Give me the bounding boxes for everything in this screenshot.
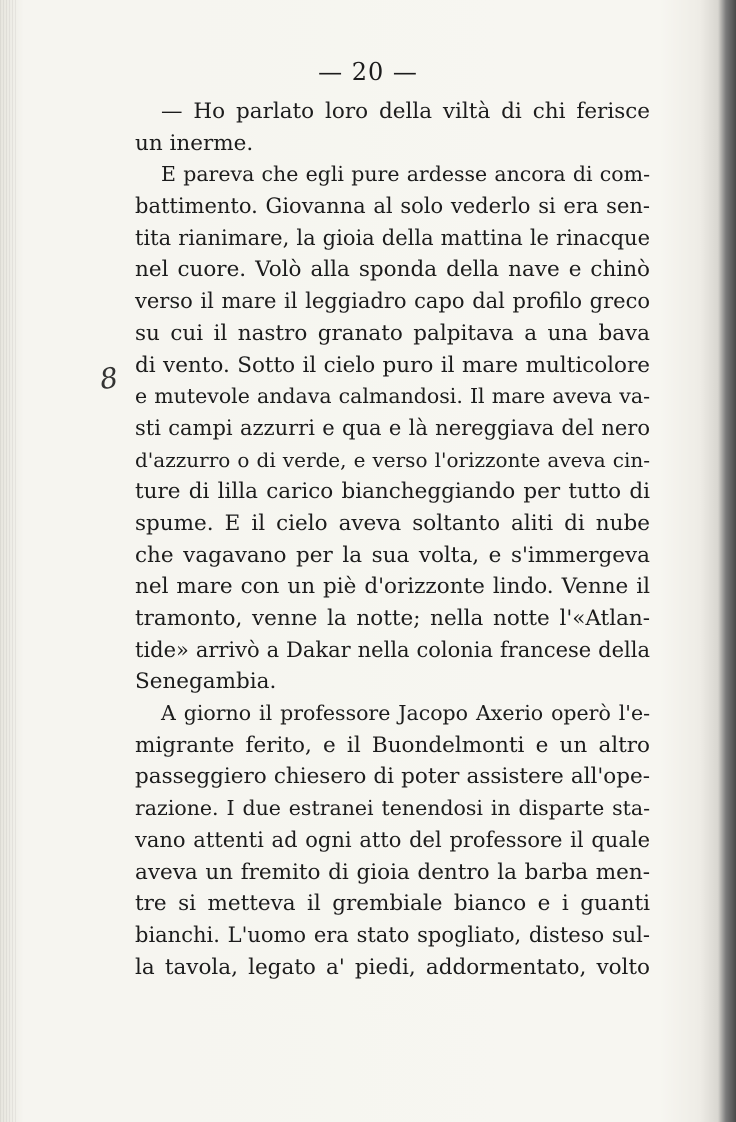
text-line: passeggiero chiesero di poter assistere all'ope- [135, 764, 650, 790]
text-line: tide» arrivò a Dakar nella colonia francese della [135, 637, 650, 662]
text-line: battimento. Giovanna al solo vederlo si era sen- [135, 194, 650, 219]
page-binding-edge [0, 0, 18, 1122]
body-text [135, 96, 650, 983]
text-line: Senegambia. [135, 669, 277, 695]
text-line: su cui il nastro granato palpitava a una bava [135, 320, 650, 346]
text-line: tita rianimare, la gioia della mattina le rinacque [135, 225, 650, 250]
text-line: — Ho parlato loro della viltà di chi ferisce [161, 99, 650, 124]
page-number: — 20 — [318, 58, 418, 86]
text-line: ture di lilla carico biancheggiando per tutto di [135, 479, 650, 505]
text-line: E pareva che egli pure ardesse ancora di com- [161, 162, 650, 187]
text-line: spume. E il cielo aveva soltanto aliti di nube [135, 510, 650, 536]
text-line: sti campi azzurri e qua e là nereggiava del nero [135, 415, 650, 440]
text-line: la tavola, legato a' piedi, addormentato, volto [135, 954, 650, 980]
text-line: bianchi. L'uomo era stato spogliato, disteso sul- [135, 922, 650, 947]
text-line: aveva un fremito di gioia dentro la barba men- [135, 859, 650, 885]
text-line: e mutevole andava calmandosi. Il mare aveva va- [135, 384, 650, 409]
text-line: un inerme. [135, 130, 254, 156]
text-line: tramonto, venne la notte; nella notte l'«Atlan- [135, 606, 650, 631]
text-line: che vagavano per la sua volta, e s'immergeva [135, 542, 650, 568]
text-line: migrante ferito, e il Buondelmonti e un altro [135, 732, 650, 758]
text-line: tre si metteva il grembiale bianco e i guanti [135, 891, 650, 917]
text-line: razione. I due estranei tenendosi in disparte sta- [135, 796, 650, 821]
text-line: nel cuore. Volò alla sponda della nave e chinò [135, 257, 650, 283]
text-line: verso il mare il leggiadro capo dal profilo greco [135, 289, 650, 314]
text-line: vano attenti ad ogni atto del professore il quale [135, 827, 650, 852]
text-line: di vento. Sotto il cielo puro il mare multicolore [135, 352, 650, 378]
text-line: A giorno il professore Jacopo Axerio operò l'e- [161, 701, 650, 726]
handwritten-margin-note: 8 [97, 360, 121, 397]
text-line: d'azzurro o di verde, e verso l'orizzonte aveva cin- [135, 447, 650, 472]
text-line: nel mare con un piè d'orizzonte lindo. Venne il [135, 574, 650, 600]
